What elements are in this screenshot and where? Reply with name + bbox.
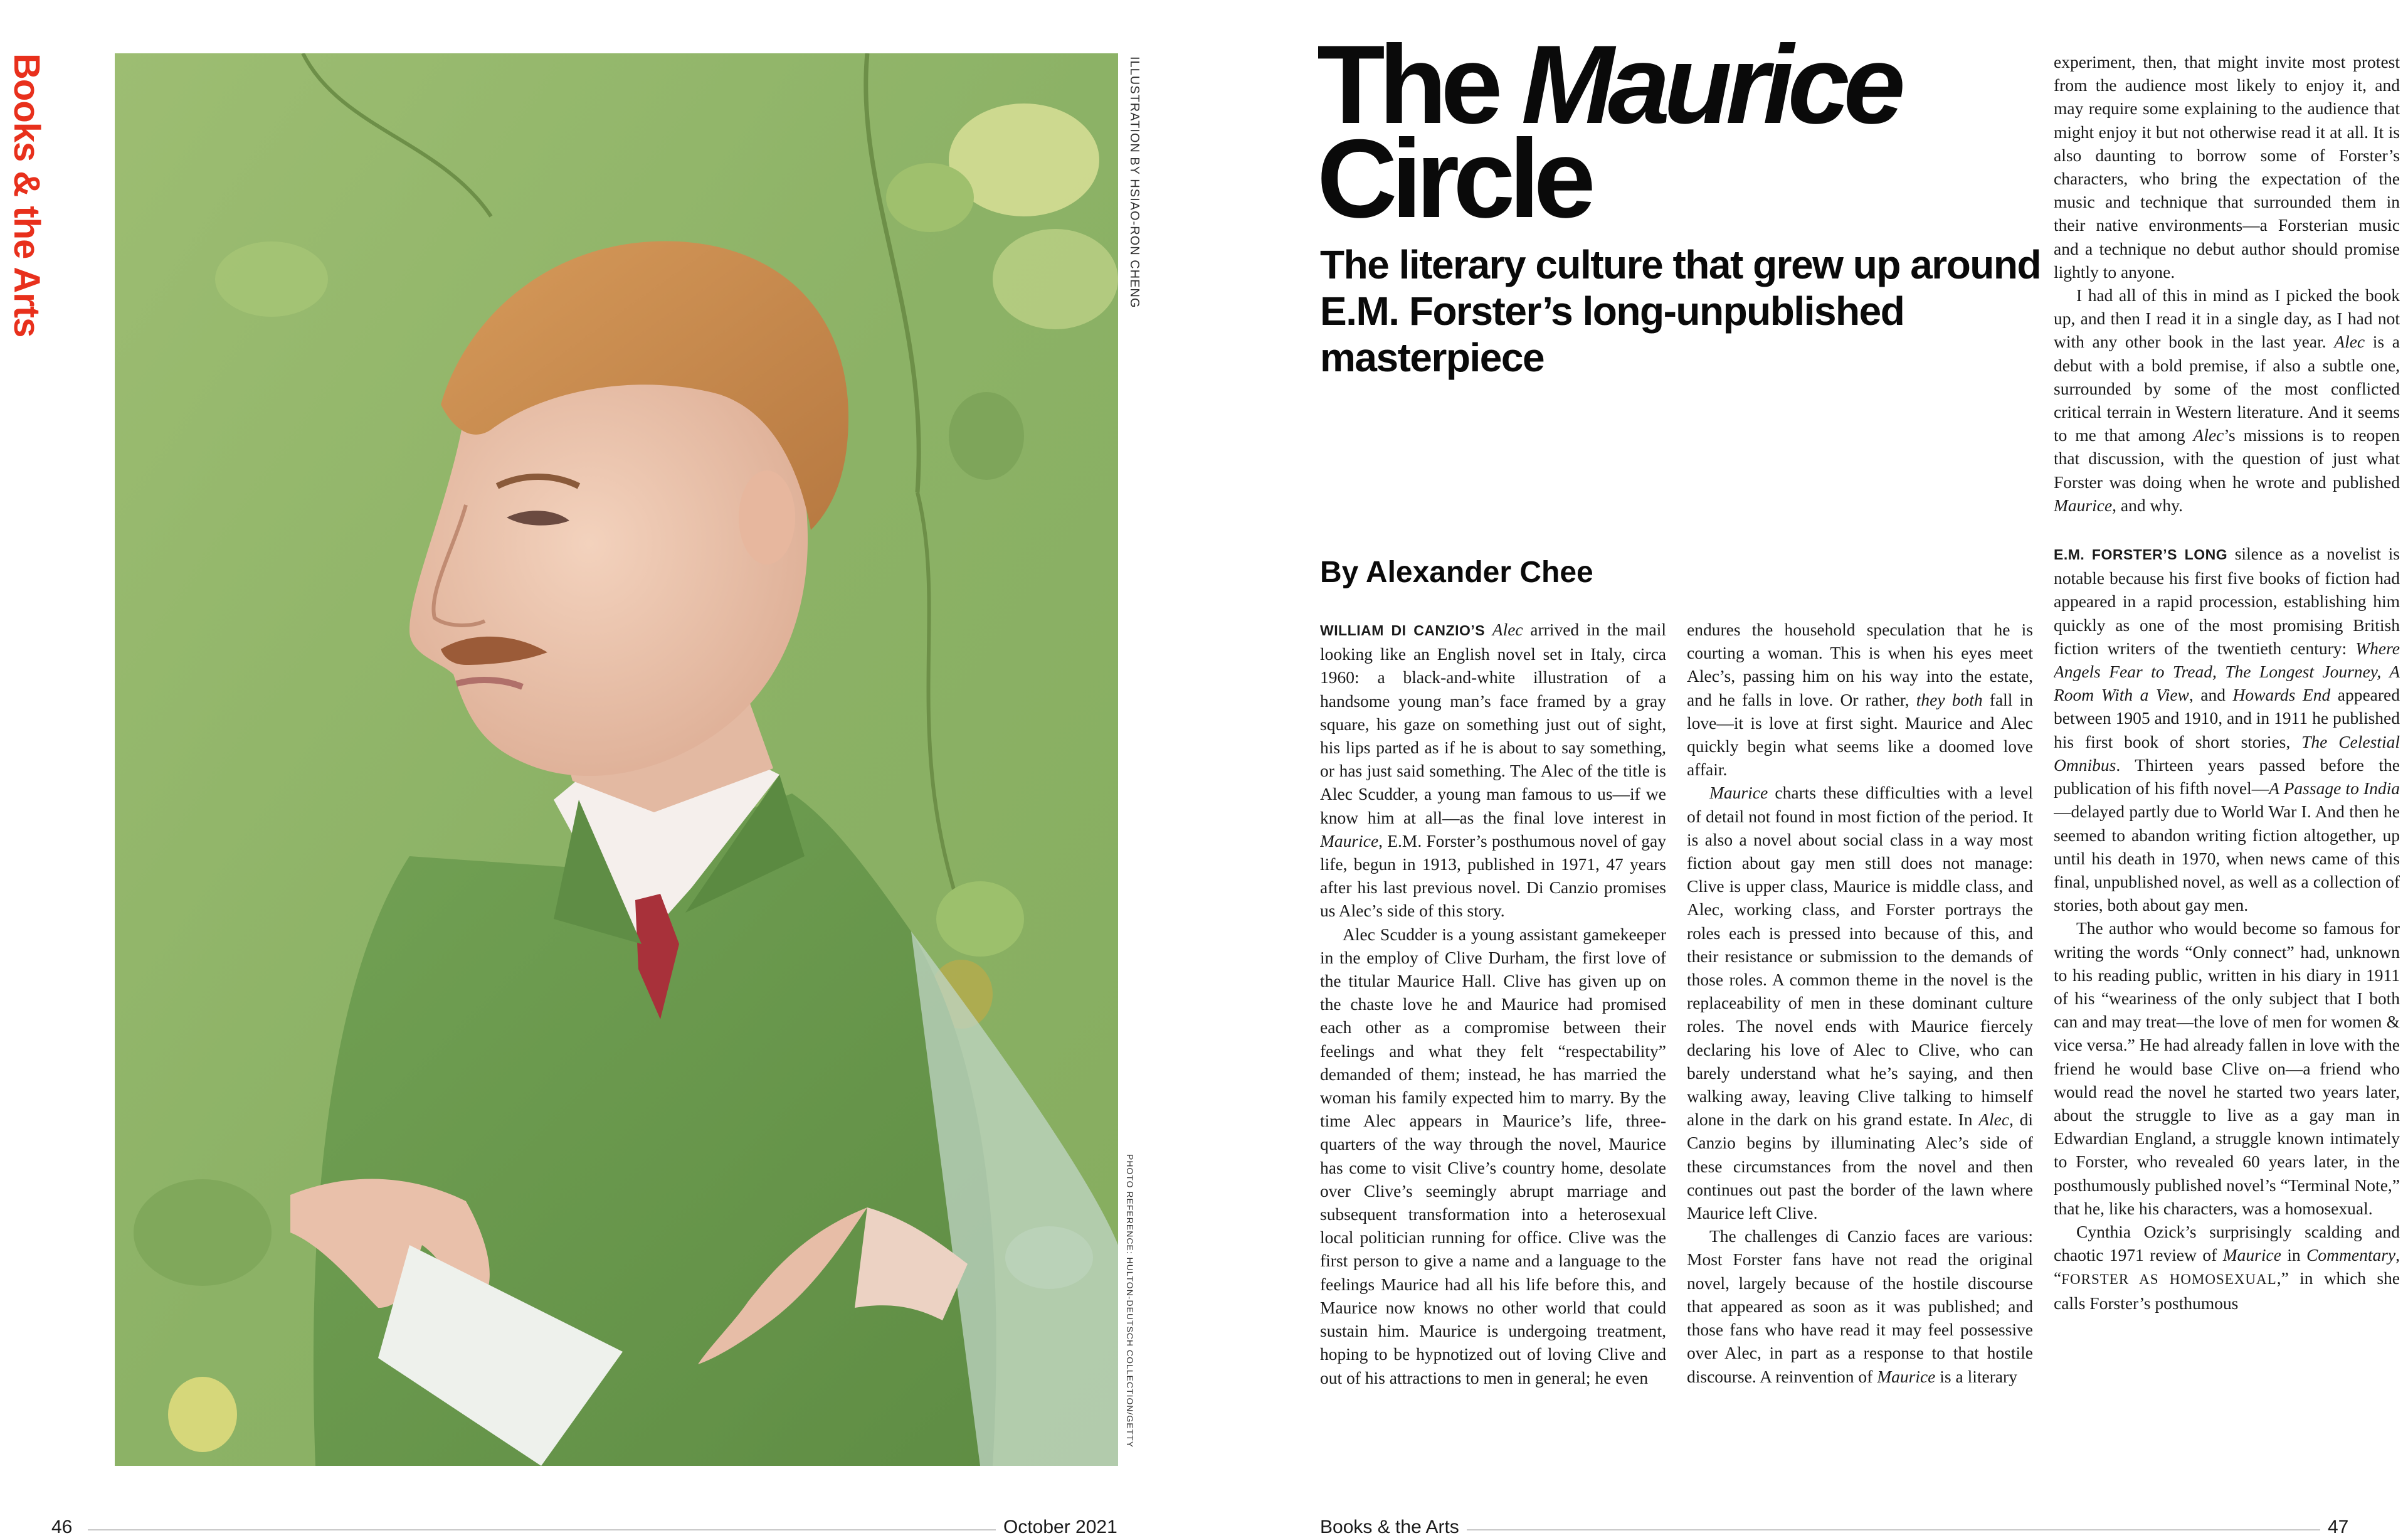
footer-rule-right <box>1461 1529 2326 1530</box>
text: endures the household speculation that he is courting a woman. This is when his eyes meet Alec’s, passing him on his way into the estate, and he falls in love. Or rather, <box>1687 620 2033 709</box>
paragraph <box>2054 284 2400 517</box>
text: . Thirteen years passed before the publication of his fifth novel— <box>2054 755 2400 798</box>
text: ’s missions is to reopen that discussion, with the question of just what Forster was doing when he wrote and published <box>2054 425 2400 492</box>
text: FORSTER AS HOMOSEXUAL <box>2061 1271 2277 1288</box>
lead-in: E.M. FORSTER’S LONG <box>2054 546 2228 563</box>
text: The Celestial Omnibus <box>2054 731 2400 775</box>
section-label-text: Books & the Arts <box>6 53 47 337</box>
text: , “ <box>2054 1245 2400 1288</box>
footer-section: Books & the Arts <box>1312 1517 1467 1538</box>
text: Alec <box>1978 1110 2010 1130</box>
text: Maurice <box>1320 830 1379 851</box>
paragraph: experiment, then, that might invite most protest from the audience most likely to enjoy it, and may require some explaining to the audience that might enjoy it but not otherwise read it at all. It is also daunting to borrow some of Forster’s characters, who bring the expectation of the music and technique that surrounded them in their native environments—a Forsterian music and a technique no debut author should promise lightly to anyone. <box>2054 52 2400 282</box>
text: , di Canzio begins by illuminating Alec’s side of these circumstances from the novel and then continues out past the border of the lawn where Maurice left Clive. <box>1687 1110 2033 1223</box>
text: Where Angels Fear to Tread, The Longest Journey, A Room With a View <box>2054 638 2400 705</box>
paragraph: Alec Scudder is a young assistant gamekeeper in the employ of Clive Durham, the first love of the titular Maurice Hall. Clive has given up on the chaste love he and Maurice had promised each other as a compromise between their feelings and what they felt “respectability” demanded of them; instead, he has married the woman his family expected him to marry. By the time Alec appears in Maurice’s life, three-quarters of the way through the novel, Maurice has come to visit Clive’s country home, desolate over Clive’s seemingly abrupt marriage and subsequent transformation into a heterosexual local politician running for office. Clive was the first person to give a name and a language to the feelings Maurice had all his life before this, and Maurice now knows no other world that could sustain him. Maurice is undergoing treatment, hoping to be hypnotized out of loving Clive and out of his attractions to men in general; he even <box>1320 924 1666 1387</box>
section-label <box>6 53 51 405</box>
text: The challenges di Canzio faces are various: Most Forster fans have not read the original novel, largely because of the hostile discourse that appeared as soon as it was published; and those fans who have read it may feel possessive over Alec, in part as a response to that hostile discourse. A reinvention of <box>1687 1226 2033 1386</box>
text: Alec <box>1492 620 1523 639</box>
paragraph <box>1687 618 2033 781</box>
paragraph <box>1687 781 2033 1224</box>
footer-rule-left <box>88 1529 1116 1530</box>
leaf <box>886 163 974 232</box>
lead-in: WILLIAM DI CANZIO’S <box>1320 622 1486 639</box>
headline-italic: Maurice <box>1521 22 1899 147</box>
article-column-3 <box>2054 50 2400 1469</box>
text: arrived in the mail looking like an English novel set in Italy, circa 1960: a black-and-white illustration of a handsome young man’s face framed by a gray square, his gaze on something just out of sight, his lips parted as if he is about to say something, or has just said something. The Alec of the title is Alec Scudder, a young man famous to us—if we know him at all—as the final love interest in <box>1320 620 1666 827</box>
headline <box>1317 22 2069 241</box>
paragraph: The author who would become so famous for writing the words “Only connect” had, unknown to his reading public, written in his diary in 1911 of his “weariness of the only subject that I both can and may treat—the love of men for women & vice versa.” He had already fallen in love with the friend he would base Clive on—a friend who would read the novel he started two years later, about the struggle to live as a gay man in Edwardian England, a struggle known intimately to Forster, who revealed 60 years later, in the posthumously published novel’s “Terminal Note,” that he, like his characters, was a homosexual. <box>2054 918 2400 1218</box>
text: Maurice <box>2222 1245 2281 1265</box>
text: Alec <box>2334 332 2365 352</box>
illustration <box>115 53 1118 1466</box>
text: Maurice <box>1877 1366 1936 1386</box>
yellow-flower <box>168 1377 237 1452</box>
text: , and <box>2189 685 2233 705</box>
headline-part3: Circle <box>1317 116 1590 241</box>
text: in <box>2281 1245 2307 1265</box>
text: Howards End <box>2232 685 2331 705</box>
subtitle: The literary culture that grew up around E.M. Forster’s long-unpublished masterpiece <box>1320 242 2041 380</box>
text: fall in love—it is love at first sight. Maurice and Alec quickly begin what seems like a doomed love affair. <box>1687 689 2033 780</box>
portrait-illustration-svg <box>115 53 1118 1466</box>
text: Cynthia Ozick’s surprisingly scalding and chaotic 1971 review of <box>2054 1221 2400 1265</box>
text: , and why. <box>2112 495 2183 515</box>
issue-date: October 2021 <box>996 1517 1125 1538</box>
paragraph <box>1320 618 1666 923</box>
text: , E.M. Forster’s posthumous novel of gay life, begun in 1913, published in 1971, 47 years after his last previous novel. Di Canzio promises us Alec’s side of this story. <box>1320 830 1666 921</box>
paragraph <box>2054 1220 2400 1315</box>
text: I had all of this in mind as I picked the book up, and then I read it in a single day, as I had not with any other book in the last year. <box>2054 285 2400 352</box>
text: Commentary <box>2306 1245 2396 1265</box>
text: charts these difficulties with a level of detail not found in most fiction of the period. It is also a novel about social class in a way most fiction about gay men still does not manage: Clive is upper class, Maurice is middle class, and Alec, working class, and Forster portrays the roles each is pressed into because of this, and their resistance or submission to the demands of those roles. A common theme in the novel is the replaceability of men in these dominant culture roles. The novel ends with Maurice fiercely declaring his love of Alec to Clive, who can barely understand what he’s saying, and then walking away, leaving Clive talking to himself alone in the dark on his grand estate. In <box>1687 783 2033 1130</box>
ear <box>739 470 795 565</box>
text: appeared between 1905 and 1910, and in 1911 he published his first book of short stories, <box>2054 685 2400 751</box>
text: Maurice <box>1709 783 1768 803</box>
byline: By Alexander Chee <box>1320 556 1593 589</box>
illustration-credit: ILLUSTRATION BY HSIAO-RON CHENG <box>1127 56 1141 309</box>
leaf <box>215 241 328 317</box>
text: they both <box>1916 689 1983 709</box>
leaf <box>936 881 1024 957</box>
leaf <box>134 1179 272 1286</box>
text <box>1485 620 1492 639</box>
text: is a literary <box>1935 1366 2017 1386</box>
text: —delayed partly due to World War I. And then he seemed to abandon writing fiction altogether, up until his death in 1970, when news came of this final, unpublished novel, as well as a collection of stories, both about gay men. <box>2054 802 2400 915</box>
text: silence as a novelist is notable because his first five books of fiction had appeared in a rapid procession, establishing him quickly as one of the most promising British fiction writers of the twentieth century: <box>2054 544 2400 658</box>
article-column-2 <box>1687 618 2033 1468</box>
article-column-1 <box>1320 618 1666 1468</box>
text: A Passage to India <box>2269 778 2400 798</box>
paragraph <box>2054 542 2400 916</box>
text: Maurice <box>2054 495 2113 515</box>
page-number-left: 46 <box>44 1517 80 1538</box>
text: ,” in which she calls Forster’s posthumous <box>2054 1268 2400 1313</box>
text: Alec <box>2193 425 2224 445</box>
photo-credit: PHOTO REFERENCE: HULTON-DEUTSCH COLLECTION/GETTY <box>1125 1154 1135 1448</box>
text: is a debut with a bold premise, if also a subtle one, surrounded by some of the most conflicted critical terrain in Western literature. And it seems to me that among <box>2054 332 2400 445</box>
leaf <box>949 392 1024 480</box>
paragraph <box>1687 1224 2033 1387</box>
page-number-right: 47 <box>2320 1517 2356 1538</box>
headline-part1: The <box>1317 22 1521 147</box>
leaf <box>993 229 1118 329</box>
